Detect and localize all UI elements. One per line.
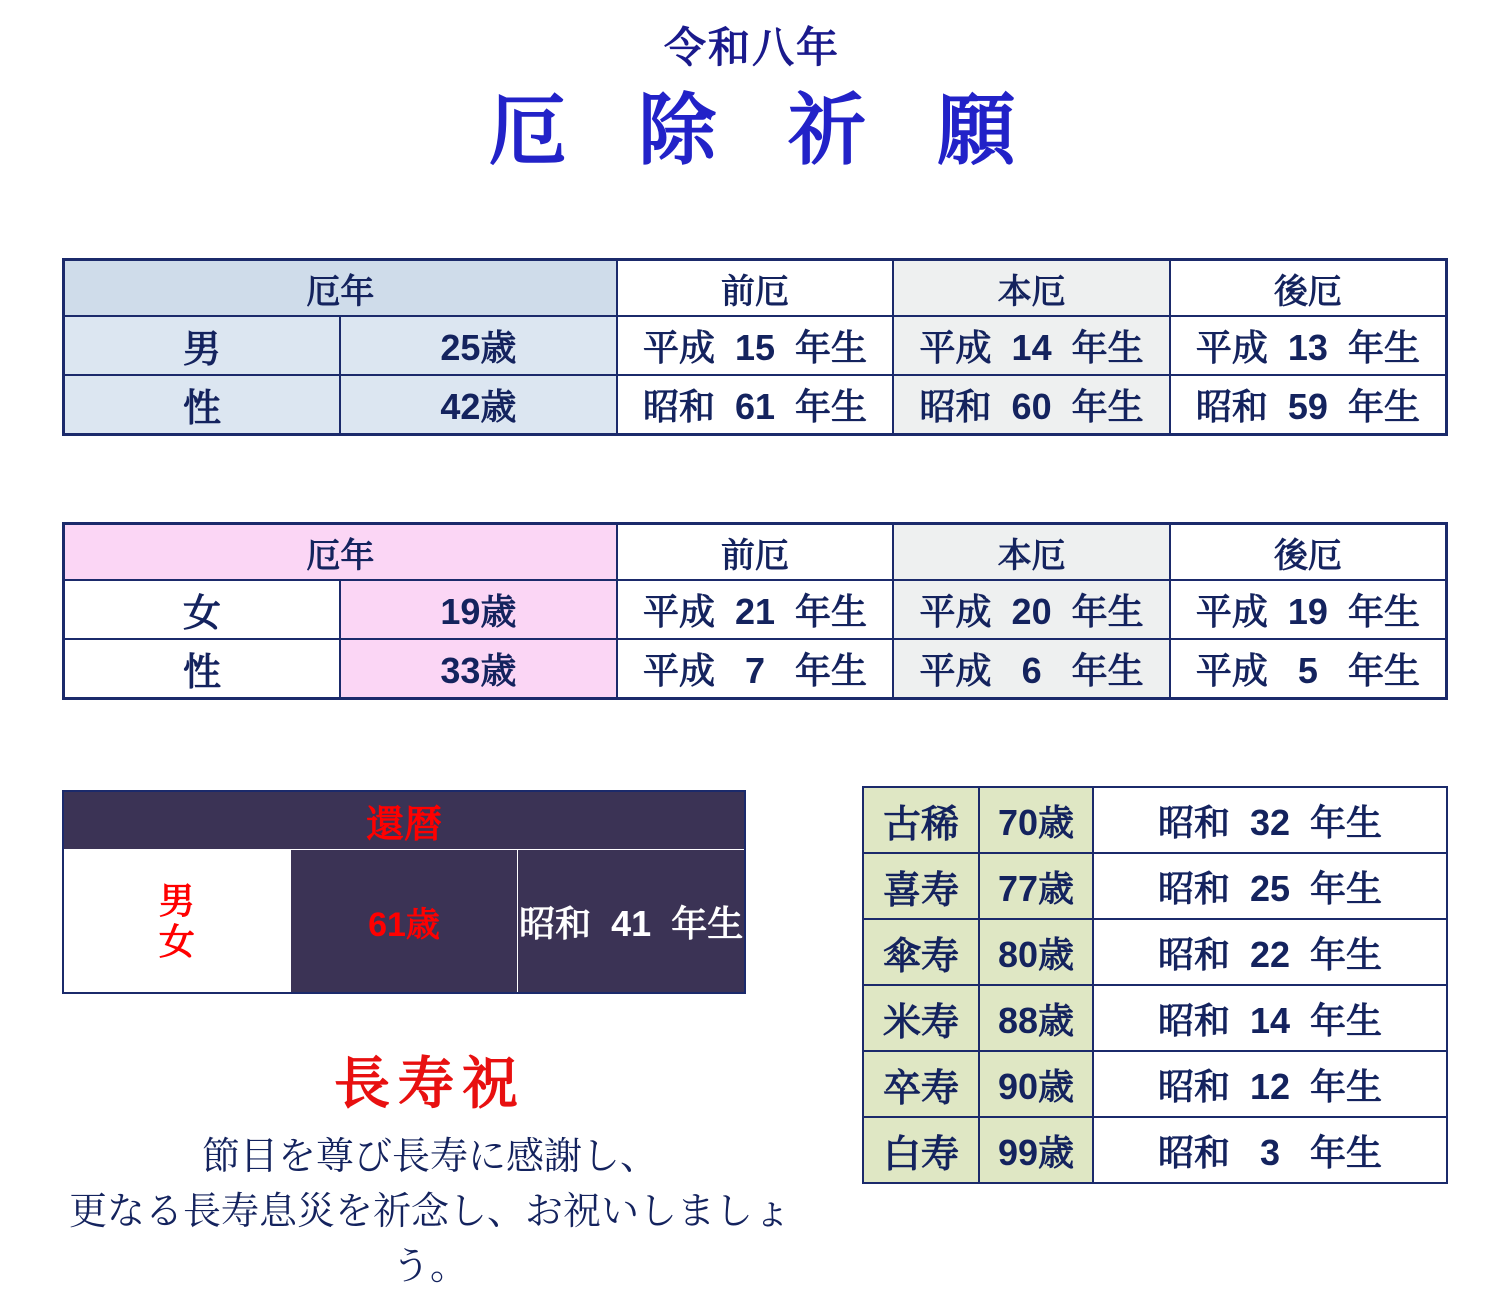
- kanreki-age: 61歳: [290, 850, 517, 994]
- title-main: 厄 除 祈 願: [488, 87, 1042, 174]
- nengo-number: 61: [734, 386, 775, 427]
- longevity-name: 白寿: [863, 1117, 979, 1183]
- table-row: [863, 1051, 1447, 1117]
- longevity-age: 77歳: [979, 853, 1093, 919]
- male-yakudoshi-table: [62, 258, 1448, 436]
- nengo-number: 7: [744, 650, 765, 691]
- age-cell: 33歳: [340, 639, 617, 699]
- chouju-block: [40, 1040, 820, 1295]
- sex-label-female-2: 性: [64, 639, 341, 699]
- table-row: [64, 639, 1447, 699]
- longevity-age: 88歳: [979, 985, 1093, 1051]
- honyaku-year: [893, 316, 1170, 375]
- nengo-number: 59: [1287, 386, 1328, 427]
- nengo-label: 昭和: [1157, 1131, 1230, 1173]
- atoyaku-year: [1170, 580, 1447, 639]
- longevity-table: [862, 786, 1448, 1184]
- nengo-suffix: 年生: [1071, 650, 1144, 691]
- honyaku-year: [893, 639, 1170, 699]
- longevity-year: [1093, 985, 1447, 1051]
- header-atoyaku: 後厄: [1170, 524, 1447, 581]
- longevity-age: 80歳: [979, 919, 1093, 985]
- maeyaku-year: [617, 580, 894, 639]
- table-row: [863, 853, 1447, 919]
- sex-label-male-2: 性: [64, 375, 341, 435]
- age-cell: 19歳: [340, 580, 617, 639]
- atoyaku-year: [1170, 639, 1447, 699]
- nengo-suffix: 年生: [1310, 1065, 1383, 1107]
- longevity-name: 傘寿: [863, 919, 979, 985]
- nengo-number: 19: [1287, 591, 1328, 632]
- maeyaku-year: [617, 639, 894, 699]
- sex-label-male-1: 男: [64, 316, 341, 375]
- table-row: [863, 985, 1447, 1051]
- header-honyaku: 本厄: [893, 260, 1170, 317]
- longevity-name: 古稀: [863, 787, 979, 853]
- nengo-label: 昭和: [919, 386, 992, 427]
- nengo-label: 平成: [919, 327, 992, 368]
- nengo-number: 41: [611, 902, 652, 944]
- nengo-label: 平成: [642, 591, 715, 632]
- table-row: [863, 919, 1447, 985]
- nengo-label: 昭和: [1157, 1065, 1230, 1107]
- longevity-year: [1093, 1051, 1447, 1117]
- atoyaku-year: [1170, 316, 1447, 375]
- kanreki-table: [62, 790, 746, 994]
- nengo-number: 15: [734, 327, 775, 368]
- kanreki-year: [518, 850, 745, 994]
- nengo-label: 平成: [642, 327, 715, 368]
- nengo-number: 3: [1259, 1131, 1281, 1173]
- age-cell: 42歳: [340, 375, 617, 435]
- nengo-number: 14: [1249, 999, 1291, 1041]
- table-row: [64, 316, 1447, 375]
- nengo-suffix: 年生: [671, 902, 744, 944]
- sex-label-female-1: 女: [64, 580, 341, 639]
- nengo-label: 昭和: [1157, 867, 1230, 909]
- longevity-year: [1093, 1117, 1447, 1183]
- chouju-line-1: 節目を尊び長寿に感謝し、: [201, 1136, 658, 1178]
- nengo-suffix: 年生: [1310, 1131, 1383, 1173]
- honyaku-year: [893, 375, 1170, 435]
- header-maeyaku: 前厄: [617, 260, 894, 317]
- chouju-line-2: 更なる長寿息災を祈念し、お祝いしましょう。: [68, 1191, 791, 1289]
- nengo-suffix: 年生: [1071, 327, 1144, 368]
- nengo-suffix: 年生: [1310, 867, 1383, 909]
- nengo-number: 14: [1011, 327, 1052, 368]
- nengo-label: 平成: [642, 650, 715, 691]
- nengo-label: 昭和: [1157, 801, 1230, 843]
- longevity-name: 卒寿: [863, 1051, 979, 1117]
- nengo-label: 平成: [1195, 327, 1268, 368]
- nengo-number: 12: [1249, 1065, 1291, 1107]
- kanreki-sex-male: 男: [158, 879, 195, 921]
- nengo-label: 平成: [919, 650, 992, 691]
- kanreki-sex-label: [63, 850, 290, 994]
- nengo-suffix: 年生: [795, 386, 868, 427]
- nengo-label: 平成: [1195, 591, 1268, 632]
- nengo-label: 昭和: [1157, 933, 1230, 975]
- header-yakudoshi: 厄年: [64, 524, 617, 581]
- nengo-number: 21: [734, 591, 775, 632]
- chouju-title: 長寿祝: [334, 1054, 526, 1116]
- nengo-suffix: 年生: [1347, 650, 1420, 691]
- table-row: [63, 850, 745, 994]
- header-maeyaku: 前厄: [617, 524, 894, 581]
- table-row: [64, 580, 1447, 639]
- maeyaku-year: [617, 316, 894, 375]
- table-row: [863, 787, 1447, 853]
- longevity-age: 99歳: [979, 1117, 1093, 1183]
- nengo-suffix: 年生: [1347, 386, 1420, 427]
- kanreki-sex-female: 女: [158, 921, 195, 962]
- female-yakudoshi-table: [62, 522, 1448, 700]
- nengo-number: 32: [1249, 801, 1291, 843]
- nengo-label: 平成: [1195, 650, 1268, 691]
- nengo-label: 昭和: [1157, 999, 1230, 1041]
- nengo-suffix: 年生: [795, 650, 868, 691]
- nengo-suffix: 年生: [1347, 591, 1420, 632]
- nengo-suffix: 年生: [1071, 591, 1144, 632]
- table-header-row: [64, 260, 1447, 317]
- table-row: [64, 375, 1447, 435]
- nengo-suffix: 年生: [795, 327, 868, 368]
- nengo-label: 平成: [919, 591, 992, 632]
- nengo-suffix: 年生: [795, 591, 868, 632]
- nengo-number: 6: [1021, 650, 1042, 691]
- kanreki-title-row: [63, 791, 745, 850]
- header-yakudoshi: 厄年: [64, 260, 617, 317]
- longevity-age: 90歳: [979, 1051, 1093, 1117]
- nengo-label: 昭和: [519, 902, 592, 944]
- age-cell: 25歳: [340, 316, 617, 375]
- longevity-name: 米寿: [863, 985, 979, 1051]
- longevity-year: [1093, 787, 1447, 853]
- atoyaku-year: [1170, 375, 1447, 435]
- header-atoyaku: 後厄: [1170, 260, 1447, 317]
- nengo-suffix: 年生: [1347, 327, 1420, 368]
- nengo-label: 昭和: [642, 386, 715, 427]
- nengo-number: 13: [1287, 327, 1328, 368]
- honyaku-year: [893, 580, 1170, 639]
- nengo-suffix: 年生: [1310, 933, 1383, 975]
- longevity-age: 70歳: [979, 787, 1093, 853]
- nengo-number: 60: [1011, 386, 1052, 427]
- longevity-year: [1093, 853, 1447, 919]
- nengo-number: 5: [1297, 650, 1318, 691]
- table-row: [863, 1117, 1447, 1183]
- kanreki-title: 還暦: [63, 791, 745, 850]
- nengo-number: 25: [1249, 867, 1291, 909]
- nengo-suffix: 年生: [1310, 801, 1383, 843]
- nengo-suffix: 年生: [1310, 999, 1383, 1041]
- maeyaku-year: [617, 375, 894, 435]
- table-header-row: [64, 524, 1447, 581]
- nengo-number: 22: [1249, 933, 1291, 975]
- nengo-number: 20: [1011, 591, 1052, 632]
- header-honyaku: 本厄: [893, 524, 1170, 581]
- nengo-suffix: 年生: [1071, 386, 1144, 427]
- longevity-name: 喜寿: [863, 853, 979, 919]
- nengo-label: 昭和: [1195, 386, 1268, 427]
- page-title: [0, 0, 1504, 174]
- title-era: 令和八年: [663, 26, 840, 72]
- longevity-year: [1093, 919, 1447, 985]
